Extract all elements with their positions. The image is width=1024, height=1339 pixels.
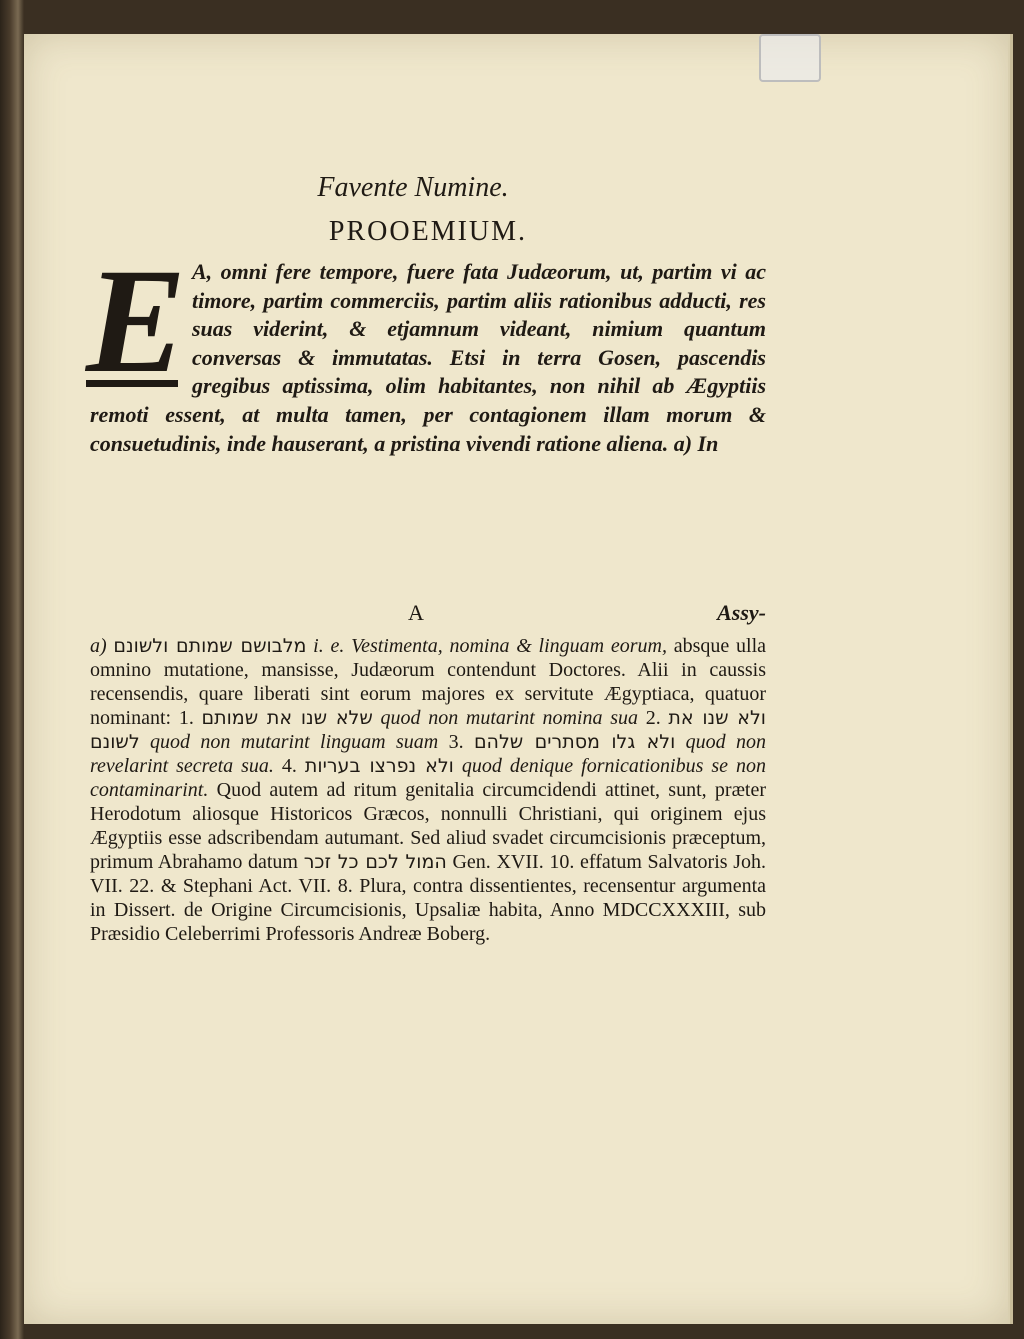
- list-item-latin: quod non mutarint nomina sua: [380, 707, 638, 729]
- footnote-text: absque ulla omnino mutatione, mansisse, Judæorum contendunt Doctores. Alii in caussis recensendis, quare liberati sint eorum majores ex servitute Ægyptiaca, quatuor nominant:: [90, 635, 766, 729]
- page-clip: [759, 34, 821, 82]
- main-paragraph: [86, 238, 766, 598]
- list-item-latin: quod denique fornicationibus se non contaminarint.: [90, 755, 767, 801]
- footnote-marker: a): [90, 635, 107, 657]
- list-item-num: 2.: [645, 707, 661, 729]
- list-item-hebrew: שלא שנו את שמותם: [201, 707, 373, 729]
- list-item-latin: quod non revelarint secreta sua.: [90, 731, 767, 777]
- footnote: [90, 634, 766, 946]
- hebrew-phrase: מלבושם שמותם ולשונם: [113, 635, 307, 657]
- list-item-hebrew: ולא נפרצו בעריות: [304, 755, 454, 777]
- motto: Favente Numine.: [317, 172, 509, 203]
- page-text: [86, 134, 767, 946]
- list-item-num: 4.: [281, 755, 297, 777]
- list-item-num: 3.: [448, 731, 464, 753]
- signature-mark: A: [408, 600, 424, 625]
- paragraph-text: A, omni fere tempore, fuere fata Judæorum, ut, partim vi ac timore, partim commerciis, partim aliis rationibus adducti, res suas viderint, & etjamnum videant, nimium quantum conversas & immutatas. Etsi in terra Gosen, pascendis gregibus aptissima, olim habitantes, non nihil ab Ægyptiis remoti essent, at multa tamen, per contagionem illam morum & consuetudinis, inde hauserant, a pristina vivendi ratione aliena. a) In: [90, 259, 766, 456]
- drop-cap: E: [86, 238, 187, 404]
- footnote-text: Quod autem ad ritum genitalia circumcidendi attinet, sunt, præter Herodotum aliosque Historicos Græcos, nonnulli Christiani, qui originem ejus Ægyptiis esse adscribendam autumant. Sed aliud svadet circumcisionis præceptum, primum Abrahamo datum: [90, 779, 767, 873]
- hebrew-phrase: המול לכם כל זכר: [303, 851, 447, 873]
- list-item-latin: quod non mutarint linguam suam: [150, 731, 439, 753]
- footnote-text: Gen. XVII. 10. effatum Salvatoris Joh. VII. 22. & Stephani Act. VII. 8. Plura, contra dissentientes, recensentur argumenta in Dissert. de Origine Circumcisionis, Upsaliæ habita, Anno MDCCXXXIII, sub Præsidio Celeberrimi Professoris Andreæ Boberg.: [90, 851, 767, 945]
- signature-line: [90, 600, 766, 626]
- page-title: PROOEMIUM.: [328, 216, 528, 247]
- list-item-hebrew: ולא שנו את לשונם: [90, 707, 766, 753]
- list-item-num: 1.: [178, 707, 194, 729]
- book-page: [24, 34, 1008, 1324]
- list-item-hebrew: ולא גלו מסתרים שלהם: [473, 731, 676, 753]
- catchword: Assy-: [717, 600, 766, 625]
- footnote-latin: i. e. Vestimenta, nomina & linguam eorum,: [313, 635, 667, 657]
